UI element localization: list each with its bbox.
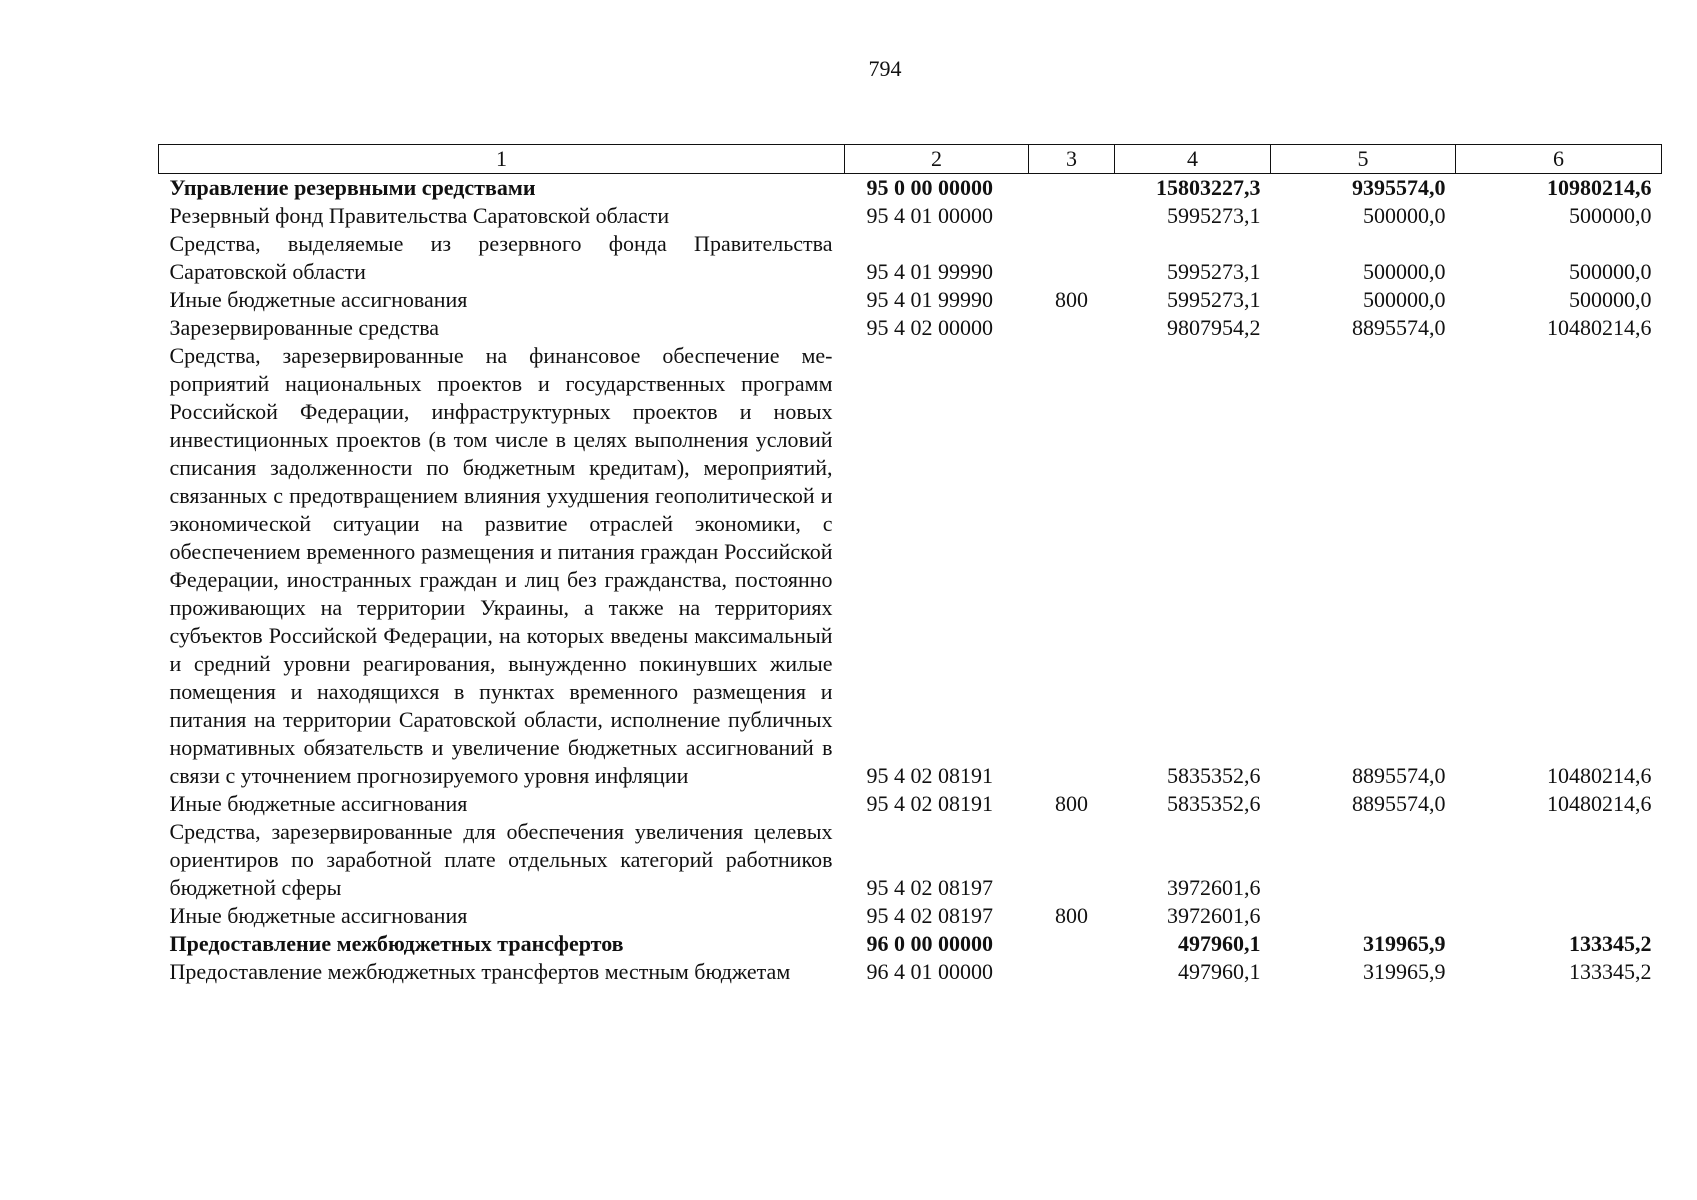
row-value-col4: 5835352,6 [1167,763,1261,788]
row-code: 96 0 00 00000 [866,931,993,956]
table-row [159,790,1662,818]
row-value-col6: 500000,0 [1569,203,1652,228]
row-value-col6 [1456,902,1662,930]
row-name: Предоставление межбюджетных трансфертов местным бюджетам [169,959,791,984]
row-code: 95 4 02 08197 [866,875,993,900]
row-expense-type [1029,174,1115,203]
row-name: Иные бюджетные ассигнования [169,287,468,312]
row-value-col5: 319965,9 [1363,931,1446,956]
row-value-col5 [1271,818,1456,902]
row-code: 95 4 01 99990 [866,287,993,312]
row-code: 95 0 00 00000 [866,175,993,200]
row-name: Иные бюджетные ассигнования [169,903,468,928]
budget-table [158,144,1662,986]
row-value-col4: 3972601,6 [1167,875,1261,900]
header-row [159,145,1662,174]
row-value-col5: 319965,9 [1363,959,1446,984]
row-value-col6: 133345,2 [1569,959,1652,984]
row-expense-type [1029,202,1115,230]
row-value-col4: 9807954,2 [1167,315,1261,340]
row-value-col6: 133345,2 [1569,931,1652,956]
header-cell-3: 3 [1029,145,1115,174]
row-name: Предоставление межбюджетных трансфертов [169,931,624,956]
header-cell-5: 5 [1271,145,1456,174]
row-expense-type [1029,958,1115,986]
table-row [159,958,1662,986]
row-code: 95 4 02 00000 [866,315,993,340]
row-value-col5: 500000,0 [1363,203,1446,228]
table-row [159,342,1662,790]
row-code: 95 4 01 00000 [866,203,993,228]
row-value-col5: 500000,0 [1363,287,1446,312]
row-value-col6: 10980214,6 [1547,175,1652,200]
row-name: Резервный фонд Правительства Саратовской области [169,203,670,228]
row-value-col4: 497960,1 [1178,931,1261,956]
row-value-col4: 497960,1 [1178,959,1261,984]
row-value-col5: 8895574,0 [1352,791,1446,816]
row-expense-type [1029,342,1115,790]
row-code: 95 4 01 99990 [866,259,993,284]
row-name: Средства, выделяемые из резервного фонда Правительства Саратовской области [169,231,833,284]
table-row [159,230,1662,286]
row-value-col5: 8895574,0 [1352,315,1446,340]
row-name: Средства, зарезервированные на финансовое обеспечение мероприятий национальных проектов и государственных программ Российской Федерации, инфраструктурных проектов и новых инвестиционных проектов (в том числе в целях выполнения условий списания задолженности по бюджетным кредитам), мероприятий, связанных с предотвращением влияния ухудшения геополитической и экономической ситуации на развитие отраслей экономики, с обеспечением временного размещения и питания граждан Российской Федерации, иностранных граждан и лиц без гражданства, постоянно проживающих на территории Украины, а также на территориях субъектов Российской Федерации, на которых введены максимальный и средний уровни реагирования, вынужденно покинувших жилые помещения и находящихся в пунктах временного размещения и питания на территории Саратовской области, исполнение публичных нормативных обязательств и увеличение бюджетных ассигнований в связи с уточнением прогнозируемого уровня инфляции [169,343,833,788]
page-number: 794 [868,56,902,81]
header-cell-4: 4 [1115,145,1271,174]
row-value-col4: 3972601,6 [1167,903,1261,928]
table-row [159,174,1662,203]
row-expense-type [1029,818,1115,902]
row-value-col4: 5995273,1 [1167,287,1261,312]
row-name: Управление резервными средствами [169,175,536,200]
row-expense-type [1029,230,1115,286]
row-code: 95 4 02 08191 [866,763,993,788]
header-cell-2: 2 [845,145,1029,174]
table-row [159,202,1662,230]
row-name: Средства, зарезервированные для обеспечения увеличения целевых ориентиров по заработной плате отдельных категорий работников бюджетной сферы [169,819,833,900]
row-value-col4: 5995273,1 [1167,259,1261,284]
row-name: Зарезервированные средства [169,315,440,340]
row-value-col4: 5835352,6 [1167,791,1261,816]
row-code: 95 4 02 08197 [866,903,993,928]
row-expense-type: 800 [1055,287,1088,312]
row-code: 95 4 02 08191 [866,791,993,816]
row-expense-type: 800 [1055,903,1088,928]
row-value-col6: 500000,0 [1569,287,1652,312]
row-value-col6: 10480214,6 [1547,791,1652,816]
table-body [159,174,1662,987]
row-value-col6: 10480214,6 [1547,763,1652,788]
table-row [159,818,1662,902]
row-value-col5 [1271,902,1456,930]
row-expense-type [1029,314,1115,342]
row-value-col5: 8895574,0 [1352,763,1446,788]
row-value-col6: 10480214,6 [1547,315,1652,340]
row-value-col4: 5995273,1 [1167,203,1261,228]
row-value-col6: 500000,0 [1569,259,1652,284]
header-cell-6: 6 [1456,145,1662,174]
table-row [159,314,1662,342]
row-code: 96 4 01 00000 [866,959,993,984]
table-row [159,902,1662,930]
row-value-col6 [1456,818,1662,902]
row-expense-type [1029,930,1115,958]
header-cell-1: 1 [159,145,845,174]
row-name: Иные бюджетные ассигнования [169,791,468,816]
row-value-col5: 500000,0 [1363,259,1446,284]
table-row [159,286,1662,314]
table-row [159,930,1662,958]
row-value-col5: 9395574,0 [1352,175,1446,200]
row-expense-type: 800 [1055,791,1088,816]
row-value-col4: 15803227,3 [1156,175,1261,200]
